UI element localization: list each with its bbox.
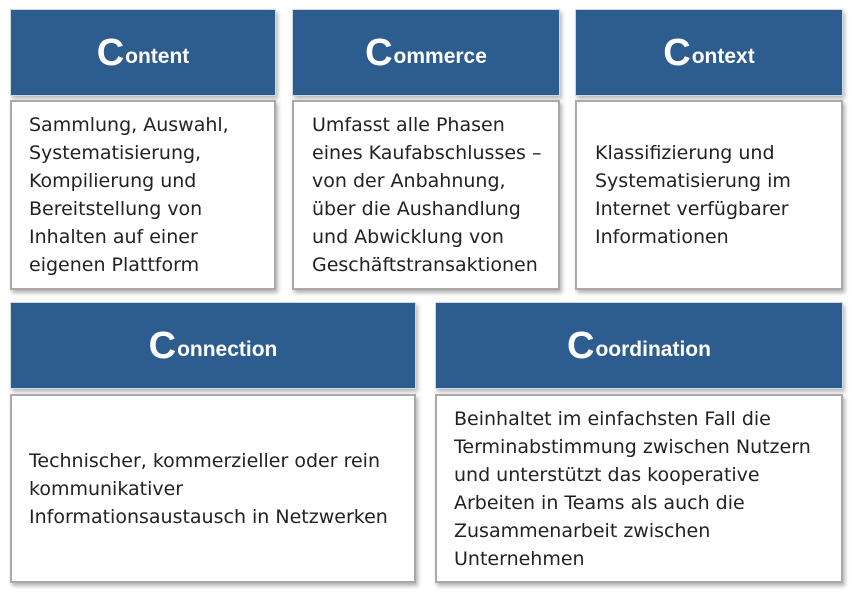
commerce-header xyxy=(292,9,560,96)
content-header-label: ontent xyxy=(125,45,190,68)
context-description-box xyxy=(575,100,843,290)
connection-header xyxy=(10,302,416,389)
commerce-description-box xyxy=(292,100,560,290)
connection-description: Technischer, kommerzieller oder rein kommunikativer Informationsaustausch in Netzwerken xyxy=(29,449,388,528)
content-header-initial: C xyxy=(96,31,125,74)
commerce-header-initial: C xyxy=(365,31,393,74)
coordination-description: Beinhaltet im einfachsten Fall die Terminabstimmung zwischen Nutzern und unterstützt das kooperative Arbeiten in Teams als auch die Zusammenarbeit zwischen Unternehmen xyxy=(454,407,811,570)
context-header xyxy=(575,9,843,96)
content-header xyxy=(10,9,276,96)
context-header-initial: C xyxy=(663,31,691,74)
coordination-header-label: oordination xyxy=(595,338,711,361)
connection-description-box xyxy=(10,394,416,583)
coordination-header-initial: C xyxy=(567,324,595,367)
connection-header-label: onnection xyxy=(177,338,278,361)
commerce-header-label: ommerce xyxy=(393,45,487,68)
commerce-description: Umfasst alle Phasen eines Kaufabschlusses – von der Anbahnung, über die Aushandlung und Abwicklung von Geschäftstransaktionen xyxy=(312,114,542,276)
coordination-description-box xyxy=(435,394,843,583)
content-description: Sammlung, Auswahl, Systematisierung, Kompilierung und Bereitstellung von Inhalten auf einer eigenen Plattform xyxy=(29,114,229,276)
connection-header-initial: C xyxy=(148,324,177,367)
context-description: Klassifizierung und Systematisierung im Internet verfügbarer Informationen xyxy=(595,142,791,248)
content-description-box xyxy=(10,100,276,290)
coordination-header xyxy=(435,302,843,389)
context-header-label: ontext xyxy=(691,45,755,68)
